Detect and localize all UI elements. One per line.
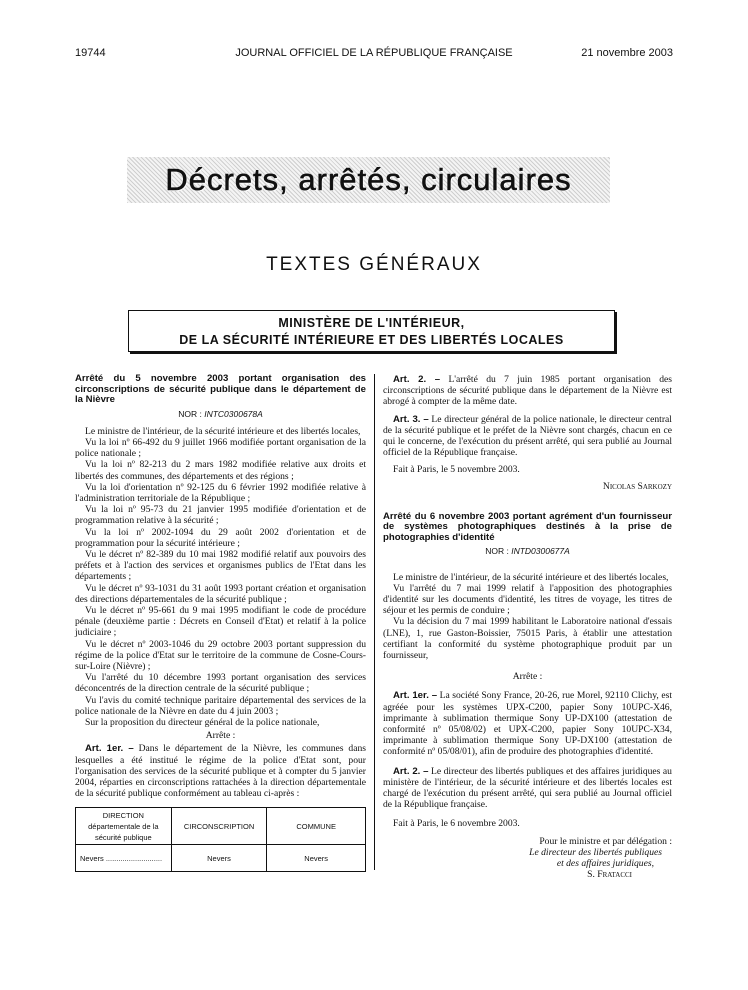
article-2 [383, 766, 672, 811]
category-banner [127, 157, 610, 203]
article-label: Art. 2. – [393, 765, 429, 777]
nor-code: INTD0300677A [511, 546, 570, 557]
nor-label: NOR : [178, 408, 202, 419]
table-cell: Nevers [267, 845, 366, 872]
ministry-line-1: MINISTÈRE DE L'INTÉRIEUR, [278, 316, 465, 330]
delegation-line: Le directeur des libertés publiques [529, 846, 662, 858]
article-text: Le directeur général de la police nationale, le directeur central de la sécurité publique et le préfet de la Nièvre sont chargés, chacun en ce qui le concerne, de l'exécution du présent arrêté, qui sera publié au Journal officiel de la République française. [383, 413, 672, 459]
article-text: La société Sony France, 20-26, rue Morel, 92110 Clichy, est agréée pour les systèmes UPX-C200, papier Sony 10UPC-X46, imprimante à sublimation thermique Sony UP-DX100 (attestation de conformité nº 05/08/02) et UPX-C200, papier Sony 10UPC-X34, imprimante à sublimation thermique Sony UP-DX100 (attestation de conformité nº 05/08/01), afin de produire des photographies d'identité. [383, 690, 672, 758]
decree-title: Arrêté du 6 novembre 2003 portant agrément d'un fournisseur de systèmes photographiques destinés à la prise de photographies d'identité [383, 510, 672, 543]
article-1 [75, 743, 366, 799]
article-text: Le directeur des libertés publiques et des affaires juridiques au ministère de l'intérieur, de la sécurité intérieure et des libertés locales est chargé de l'exécution du présent arrêté, qui sera publié au Journal officiel de la République française. [383, 765, 672, 811]
paragraph: Vu la loi d'orientation nº 92-125 du 6 février 1992 modifiée relative à l'administration territoriale de la République ; [75, 481, 366, 504]
paragraph: Le ministre de l'intérieur, de la sécurité intérieure et des libertés locales, [393, 571, 669, 583]
article-text: Dans le département de la Nièvre, les communes dans lesquelles a été institué le régime de la police d'Etat sont, pour l'organisation des services de la sécurité publique et à compter du 5 janvier 2004, réparties en circonscriptions rattachées à la direction départementale de la sécurité publique conformément au tableau ci-après : [75, 743, 366, 800]
banner-text: Décrets, arrêtés, circulaires [165, 162, 572, 197]
article-label: Art. 1er. – [393, 690, 438, 702]
paragraph: Vu la loi nº 95-73 du 21 janvier 1995 modifiée d'orientation et de programmation relative à la sécurité ; [75, 504, 366, 527]
paragraph: Sur la proposition du directeur général de la police nationale, [85, 716, 320, 728]
paragraph: Vu l'arrêté du 7 mai 1999 relatif à l'apposition des photographies d'identité sur les documents d'identité, les titres de voyage, les titres de séjour et les permis de conduire ; [383, 582, 672, 617]
article-2 [383, 374, 672, 408]
ministry-box [128, 310, 615, 352]
signature: S. Fratacci [587, 869, 632, 881]
paragraph: Vu la décision du 7 mai 1999 habilitant le Laboratoire national d'essais (LNE), 1, rue Gaston-Boissier, 75015 Paris, à établir une attestation certifiant la conformité du système photographique produit par un fournisseur, [383, 616, 672, 661]
signing-place-date: Fait à Paris, le 5 novembre 2003. [393, 464, 520, 476]
nor-reference [75, 409, 366, 420]
column-divider [374, 374, 375, 870]
table-header: DIRECTION départementale de la sécurité publique [76, 808, 172, 845]
delegation-line: Pour le ministre et par délégation : [539, 835, 672, 847]
decree-title: Arrêté du 5 novembre 2003 portant organisation des circonscriptions de sécurité publique dans le département de la Nièvre [75, 373, 366, 405]
paragraph: Vu la loi nº 82-213 du 2 mars 1982 modifiée relative aux droits et libertés des communes, des départements et des régions ; [75, 459, 366, 482]
article-text: L'arrêté du 7 juin 1985 portant organisation des circonscriptions de sécurité publique dans le département de la Nièvre est abrogé à compter de la même date. [383, 374, 672, 408]
article-label: Art. 2. – [393, 374, 441, 385]
table-header: COMMUNE [267, 808, 366, 845]
section-title: TEXTES GÉNÉRAUX [266, 254, 482, 275]
arrete-heading: Arrête : [205, 730, 236, 742]
paragraph: Vu l'arrêté du 10 décembre 1993 portant organisation des services déconcentrés de la direction centrale de la sécurité publique ; [75, 672, 366, 695]
paragraph: Vu l'avis du comité technique paritaire départemental des services de la police nationale de la Nièvre en date du 4 juin 2003 ; [75, 694, 366, 717]
journal-title: JOURNAL OFFICIEL DE LA RÉPUBLIQUE FRANÇAISE [235, 47, 513, 59]
page-number: 19744 [75, 47, 106, 59]
nor-reference [383, 546, 672, 557]
paragraph: Le ministre de l'intérieur, de la sécurité intérieure et des libertés locales, [85, 425, 361, 437]
table-header: CIRCONSCRIPTION [171, 808, 267, 845]
delegation-line: et des affaires juridiques, [556, 858, 654, 869]
ministry-line-2: DE LA SÉCURITÉ INTÉRIEURE ET DES LIBERTÉS LOCALES [179, 333, 564, 347]
table-row [76, 845, 366, 872]
paragraph: Vu la loi nº 66-492 du 9 juillet 1966 modifiée portant organisation de la police nationale ; [75, 436, 366, 460]
table-cell: Nevers [171, 845, 267, 872]
paragraph: Vu le décret nº 2003-1046 du 29 octobre 2003 portant suppression du régime de la police d'Etat sur le territoire de la commune de Cosne-Cours-sur-Loire (Nièvre) ; [75, 638, 366, 672]
right-column [383, 374, 672, 880]
header-date: 21 novembre 2003 [581, 47, 673, 59]
preamble [383, 572, 672, 662]
circonscription-table [75, 807, 366, 872]
left-column [75, 374, 366, 872]
signing-place-date: Fait à Paris, le 6 novembre 2003. [393, 818, 520, 830]
arrete-heading: Arrête : [512, 671, 543, 683]
article-1 [383, 690, 672, 757]
table-cell: Nevers ........................... [76, 845, 172, 872]
paragraph: Vu le décret nº 93-1031 du 31 août 1993 portant création et organisation des directions départementales de la sécurité publique ; [75, 582, 366, 605]
preamble [75, 426, 366, 728]
nor-code: INTC0300678A [204, 408, 263, 419]
paragraph: Vu la loi nº 2002-1094 du 29 août 2002 d'orientation et de programmation pour la sécurité intérieure ; [75, 526, 366, 549]
nor-label: NOR : [485, 546, 509, 557]
article-label: Art. 1er. – [85, 743, 134, 755]
article-label: Art. 3. – [393, 413, 429, 425]
paragraph: Vu le décret nº 95-661 du 9 mai 1995 modifiant le code de procédure pénale (deuxième partie : Décrets en Conseil d'Etat) et relatif à la police judiciaire ; [75, 604, 366, 639]
signature: Nicolas Sarkozy [602, 480, 672, 492]
paragraph: Vu le décret nº 82-389 du 10 mai 1982 modifié relatif aux pouvoirs des préfets et à l'action des services et organismes publics de l'Etat dans les départements ; [75, 548, 366, 583]
article-3 [383, 414, 672, 459]
